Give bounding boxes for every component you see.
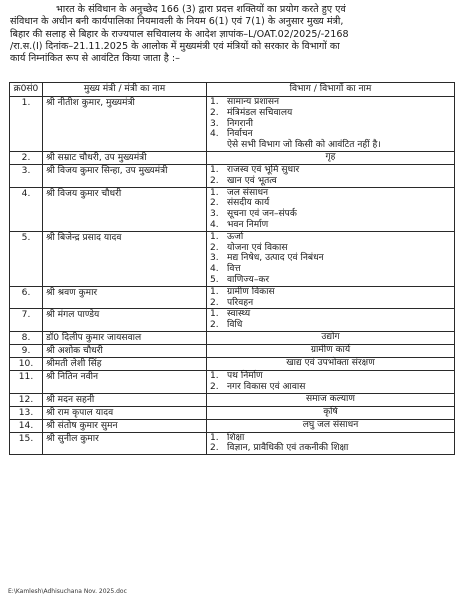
table-row bbox=[10, 97, 455, 152]
table-row bbox=[10, 309, 455, 332]
department-item-name: विधि bbox=[227, 320, 243, 331]
department-item bbox=[210, 97, 451, 108]
portfolio-table bbox=[9, 82, 455, 455]
intro-line: बिहार की सलाह से बिहार के राज्यपाल सचिवालय के आदेश ज्ञापांक–L/OAT.02/2025/-2168 bbox=[10, 28, 349, 40]
department-item bbox=[210, 176, 451, 187]
minister-name-cell: श्री राम कृपाल यादव bbox=[43, 406, 207, 419]
department-item bbox=[210, 243, 451, 254]
department-item-number: 2. bbox=[210, 443, 219, 454]
serial-number-cell: 5. bbox=[10, 231, 43, 286]
serial-number-cell: 6. bbox=[10, 286, 43, 309]
department-item bbox=[210, 220, 451, 231]
department-item bbox=[210, 264, 451, 275]
department-item-number: 3. bbox=[210, 118, 219, 129]
table-row bbox=[10, 393, 455, 406]
department-item-number: 1. bbox=[210, 432, 219, 443]
minister-name-cell: श्री श्रवण कुमार bbox=[43, 286, 207, 309]
serial-number-cell: 8. bbox=[10, 331, 43, 344]
department-note: ऐसे सभी विभाग जो किसी को आवंटित नहीं है। bbox=[227, 140, 381, 151]
department-item-number: 2. bbox=[210, 175, 219, 186]
serial-number-cell: 10. bbox=[10, 357, 43, 370]
department-item-name: पथ निर्माण bbox=[227, 370, 263, 381]
department-item-number: 4. bbox=[210, 219, 219, 230]
department-cell bbox=[207, 370, 455, 393]
table-row bbox=[10, 151, 455, 164]
department-cell bbox=[207, 187, 455, 231]
serial-number-cell: 9. bbox=[10, 344, 43, 357]
department-item-number: 4. bbox=[210, 264, 219, 275]
serial-number-cell: 1. bbox=[10, 97, 43, 152]
table-row bbox=[10, 370, 455, 393]
department-item bbox=[210, 382, 451, 393]
department-item bbox=[210, 433, 451, 444]
department-cell: ग्रामीण कार्य bbox=[207, 344, 455, 357]
department-item-name: योजना एवं विकास bbox=[227, 242, 288, 253]
department-item-number: 2. bbox=[210, 242, 219, 253]
serial-number-cell: 4. bbox=[10, 187, 43, 231]
serial-number-cell: 7. bbox=[10, 309, 43, 332]
department-cell bbox=[207, 432, 455, 455]
department-item bbox=[210, 287, 451, 298]
department-item-number: 2. bbox=[210, 297, 219, 308]
department-cell bbox=[207, 164, 455, 187]
table-row bbox=[10, 187, 455, 231]
department-item bbox=[210, 198, 451, 209]
intro-line: कार्य निम्नांकित रूप से आवंटित किया जाता है :– bbox=[10, 53, 180, 65]
serial-number-cell: 12. bbox=[10, 393, 43, 406]
minister-name-cell: श्रीमती लेशी सिंह bbox=[43, 357, 207, 370]
table-row bbox=[10, 164, 455, 187]
department-item-number: 2. bbox=[210, 320, 219, 331]
department-item-name: जल संसाधन bbox=[227, 187, 269, 198]
department-item bbox=[210, 129, 451, 140]
department-item-number: 5. bbox=[210, 274, 219, 285]
department-item-number: 2. bbox=[210, 198, 219, 209]
department-item-number: 4. bbox=[210, 129, 219, 140]
department-item-number: 1. bbox=[210, 164, 219, 175]
department-item-name: निगरानी bbox=[227, 118, 253, 129]
department-cell: समाज कल्याण bbox=[207, 393, 455, 406]
table-row bbox=[10, 419, 455, 432]
department-item-name: स्वास्थ्य bbox=[227, 309, 251, 320]
department-item-name: भवन निर्माण bbox=[227, 219, 269, 230]
department-cell bbox=[207, 286, 455, 309]
department-item-name: मद्य निषेध, उत्पाद एवं निबंधन bbox=[227, 253, 324, 264]
table-row bbox=[10, 406, 455, 419]
minister-name-cell: डॉ0 दिलीप कुमार जायसवाल bbox=[43, 331, 207, 344]
department-item bbox=[210, 298, 451, 309]
table-row bbox=[10, 286, 455, 309]
serial-number-header: क्र0सं0 bbox=[10, 83, 43, 97]
department-item-number: 3. bbox=[210, 209, 219, 220]
department-item-name: ऊर्जा bbox=[227, 231, 244, 242]
minister-name-cell: श्री सुनील कुमार bbox=[43, 432, 207, 455]
department-item-number: 2. bbox=[210, 107, 219, 118]
department-item-number: 2. bbox=[210, 381, 219, 392]
serial-number-cell: 11. bbox=[10, 370, 43, 393]
table-row bbox=[10, 432, 455, 455]
intro-paragraph bbox=[10, 4, 458, 65]
department-item bbox=[210, 320, 451, 331]
intro-line: भारत के संविधान के अनुच्छेद 166 (3) द्वारा प्रदत्त शक्तियों का प्रयोग करते हुए एवं bbox=[56, 4, 346, 15]
minister-name-cell: श्री अशोक चौधरी bbox=[43, 344, 207, 357]
minister-name-cell: श्री संतोष कुमार सुमन bbox=[43, 419, 207, 432]
minister-name-cell: श्री बिजेन्द्र प्रसाद यादव bbox=[43, 231, 207, 286]
department-item-name: शिक्षा bbox=[227, 432, 245, 443]
department-item-name: राजस्व एवं भूमि सुधार bbox=[227, 164, 300, 175]
department-item-name: सामान्य प्रशासन bbox=[227, 97, 280, 107]
department-item-name: वाणिज्य–कर bbox=[227, 274, 270, 285]
department-item bbox=[210, 371, 451, 382]
department-item-name: निर्वाचन bbox=[227, 129, 253, 140]
intro-line: /रा.स.(I) दिनांक–21.11.2025 के आलोक में मुख्यमंत्री एवं मंत्रियों को सरकार के विभागों का bbox=[10, 40, 340, 52]
table-row bbox=[10, 357, 455, 370]
department-item-name: खान एवं भूतत्व bbox=[227, 175, 277, 186]
table-row bbox=[10, 231, 455, 286]
department-item bbox=[210, 309, 451, 320]
department-item-name: ग्रामीण विकास bbox=[227, 286, 275, 297]
department-item-number: 3. bbox=[210, 253, 219, 264]
department-item bbox=[210, 165, 451, 176]
serial-number-cell: 2. bbox=[10, 151, 43, 164]
department-item bbox=[210, 443, 451, 454]
department-item-name: मंत्रिमंडल सचिवालय bbox=[227, 107, 293, 118]
department-item-name: विज्ञान, प्रावैधिकी एवं तकनीकी शिक्षा bbox=[227, 443, 349, 454]
department-cell bbox=[207, 231, 455, 286]
minister-name-cell: श्री विजय कुमार सिन्हा, उप मुख्यमंत्री bbox=[43, 164, 207, 187]
department-item-name: संसदीय कार्य bbox=[227, 198, 270, 209]
department-item-number: 1. bbox=[210, 370, 219, 381]
department-item bbox=[210, 253, 451, 264]
minister-name-cell: श्री नितिन नवीन bbox=[43, 370, 207, 393]
minister-name-header: मुख्य मंत्री / मंत्री का नाम bbox=[43, 83, 207, 97]
department-item-name: वित्त bbox=[227, 264, 241, 275]
minister-name-cell: श्री नीतीश कुमार, मुख्यमंत्री bbox=[43, 97, 207, 152]
minister-name-cell: श्री मदन सहनी bbox=[43, 393, 207, 406]
serial-number-cell: 3. bbox=[10, 164, 43, 187]
department-item-number: 1. bbox=[210, 231, 219, 242]
serial-number-cell: 13. bbox=[10, 406, 43, 419]
department-cell: खाद्य एवं उपभोक्ता संरक्षण bbox=[207, 357, 455, 370]
department-item bbox=[210, 108, 451, 119]
minister-name-cell: श्री विजय कुमार चौधरी bbox=[43, 187, 207, 231]
department-item-number: 1. bbox=[210, 309, 219, 320]
department-cell: लघु जल संसाधन bbox=[207, 419, 455, 432]
department-item bbox=[210, 209, 451, 220]
department-item-name: सूचना एवं जन–संपर्क bbox=[227, 209, 297, 220]
department-cell: गृह bbox=[207, 151, 455, 164]
department-header: विभाग / विभागों का नाम bbox=[207, 83, 455, 97]
minister-name-cell: श्री मंगल पाण्डेय bbox=[43, 309, 207, 332]
department-item bbox=[210, 232, 451, 243]
department-cell bbox=[207, 97, 455, 152]
department-item-number: 1. bbox=[210, 97, 219, 107]
table-row bbox=[10, 331, 455, 344]
file-path-footer: E:\Kamlesh\Adhisuchana Nov. 2025.doc bbox=[8, 588, 127, 595]
department-cell: कृषि bbox=[207, 406, 455, 419]
minister-name-cell: श्री सम्राट चौधरी, उप मुख्यमंत्री bbox=[43, 151, 207, 164]
table-body bbox=[10, 97, 455, 455]
department-item-number: 1. bbox=[210, 286, 219, 297]
department-item bbox=[210, 275, 451, 286]
department-item-name: नगर विकास एवं आवास bbox=[227, 381, 306, 392]
table-row bbox=[10, 344, 455, 357]
department-cell: उद्योग bbox=[207, 331, 455, 344]
department-item-number: 1. bbox=[210, 187, 219, 198]
table-header-row bbox=[10, 83, 455, 97]
department-cell bbox=[207, 309, 455, 332]
serial-number-cell: 14. bbox=[10, 419, 43, 432]
department-item bbox=[210, 188, 451, 199]
serial-number-cell: 15. bbox=[10, 432, 43, 455]
department-item-name: परिवहन bbox=[227, 297, 254, 308]
intro-line: संविधान के अधीन बनी कार्यपालिका नियमावली के नियम 6(1) एवं 7(1) के अनुसार मुख्य मंत्री, bbox=[10, 16, 344, 28]
department-item bbox=[210, 119, 451, 130]
